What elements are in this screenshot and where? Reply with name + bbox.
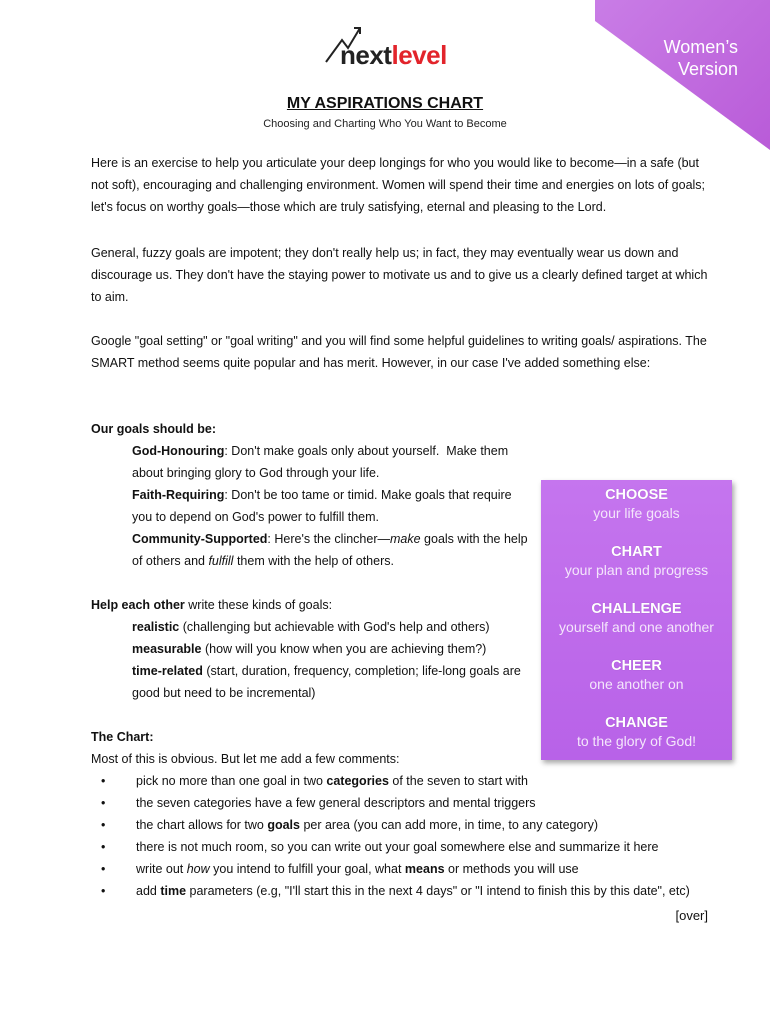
bullet-text: per area (you can add more, in time, to any category) <box>299 818 599 832</box>
bullet-icon: • <box>101 884 106 898</box>
paragraph-2: General, fuzzy goals are impotent; they don't really help us; in fact, they may eventually wear us down and discourage us. They don't have the staying power to motivate us and to give us a clearly defined target at which to aim. <box>91 246 708 304</box>
goal-item <box>91 484 532 528</box>
help-heading-bold: Help each other <box>91 598 185 612</box>
help-text: (challenging but achievable with God's help and others) <box>179 620 490 634</box>
motto-sub: yourself and one another <box>559 619 714 635</box>
motto-item <box>541 651 732 708</box>
goal-text: them with the help of others. <box>233 554 394 568</box>
chart-intro: Most of this is obvious. But let me add a few comments: <box>91 752 400 766</box>
help-text: (how will you know when you are achieving them?) <box>201 642 487 656</box>
goal-term: Faith-Requiring <box>132 488 225 502</box>
bullet-icon: • <box>101 774 106 788</box>
goal-text: : Don't be too tame or timid. Make goals that require you to depend on God's power to fulfill them. <box>132 488 512 524</box>
bullet-bold: time <box>160 884 187 898</box>
logo-part-level: level <box>391 40 447 70</box>
motto-sub: one another on <box>589 676 684 692</box>
chart-heading: The Chart: <box>91 730 154 744</box>
motto-item <box>541 537 732 594</box>
motto-head: CHOOSE <box>605 487 668 503</box>
motto-head: CHEER <box>611 658 662 674</box>
goal-text: : Don't make goals only about yourself. Make them about bringing glory to God through your life. <box>132 444 512 480</box>
goals-heading: Our goals should be: <box>91 422 217 436</box>
over-note: [over] <box>675 908 708 923</box>
help-heading-rest: write these kinds of goals: <box>184 598 333 612</box>
list-item <box>91 814 711 836</box>
bullet-bold: categories <box>326 774 389 788</box>
bullet-icon: • <box>101 862 106 876</box>
list-item <box>91 792 711 814</box>
bullet-text: parameters (e.g, "I'll start this in the next 4 days" or "I intend to finish this by this date", etc) <box>186 884 690 898</box>
bullet-text: pick no more than one goal in two <box>136 774 327 788</box>
bullet-text: the chart allows for two <box>136 818 268 832</box>
logo-part-next: next <box>340 40 392 70</box>
bullet-text: or methods you will use <box>444 862 579 876</box>
motto-head: CHALLENGE <box>591 601 682 617</box>
bullet-icon: • <box>101 796 106 810</box>
help-text: (start, duration, frequency, completion; life-long goals are good but need to be incremental) <box>132 664 521 700</box>
help-term: realistic <box>132 620 180 634</box>
bullet-bold: means <box>404 862 445 876</box>
corner-banner-text <box>628 36 738 80</box>
bullet-bold: goals <box>267 818 300 832</box>
bullet-text: of the seven to start with <box>388 774 528 788</box>
list-item <box>91 880 711 902</box>
corner-line-1: Women’s <box>663 37 738 57</box>
bullet-icon: • <box>101 840 106 854</box>
help-item <box>91 660 522 704</box>
motto-sub: your plan and progress <box>564 562 709 578</box>
bullet-text: the seven categories have a few general descriptors and mental triggers <box>136 796 536 810</box>
logo <box>340 40 447 71</box>
help-term: time-related <box>132 664 203 678</box>
motto-item <box>541 480 732 537</box>
page-subtitle: Choosing and Charting Who You Want to Become <box>263 118 507 130</box>
list-item <box>91 858 711 880</box>
help-term: measurable <box>132 642 202 656</box>
motto-head: CHART <box>611 544 662 560</box>
bullet-icon: • <box>101 818 106 832</box>
paragraph-3: Google "goal setting" or "goal writing" and you will find some helpful guidelines to writing goals/ aspirations. The SMART method seems quite popular and has merit. However, in our case I've added something else: <box>91 334 707 370</box>
goal-term: Community-Supported <box>132 532 268 546</box>
corner-line-2: Version <box>677 59 738 79</box>
bullet-text: write out <box>136 862 187 876</box>
paragraph-1: Here is an exercise to help you articulate your deep longings for who you would like to become—in a safe (but not soft), encouraging and challenging environment. Women will spend their time and energies on lots of goals; let's focus on worthy goals—those which are truly satisfying, eternal and pleasing to the Lord. <box>91 156 706 214</box>
chart-bullets <box>91 770 711 902</box>
motto-box <box>541 480 732 760</box>
goal-item <box>91 528 532 572</box>
goal-emphasis: make <box>390 532 421 546</box>
goal-term: God-Honouring <box>132 444 225 458</box>
list-item <box>91 836 711 858</box>
goal-text: : Here's the clincher— <box>267 532 390 546</box>
page-title: MY ASPIRATIONS CHART <box>286 95 484 112</box>
motto-sub: to the glory of God! <box>576 733 697 749</box>
bullet-text: add <box>136 884 161 898</box>
goal-emphasis: fulfill <box>208 554 234 568</box>
bullet-text: you intend to fulfill your goal, what <box>209 862 405 876</box>
motto-head: CHANGE <box>605 715 668 731</box>
goal-item <box>91 440 542 484</box>
list-item <box>91 770 711 792</box>
motto-item <box>541 594 732 651</box>
bullet-emphasis: how <box>186 862 210 876</box>
motto-sub: your life goals <box>593 505 680 521</box>
motto-item <box>541 708 732 765</box>
bullet-text: there is not much room, so you can write out your goal somewhere else and summarize it here <box>136 840 659 854</box>
goal-text: goals with the help of others and <box>132 532 528 568</box>
